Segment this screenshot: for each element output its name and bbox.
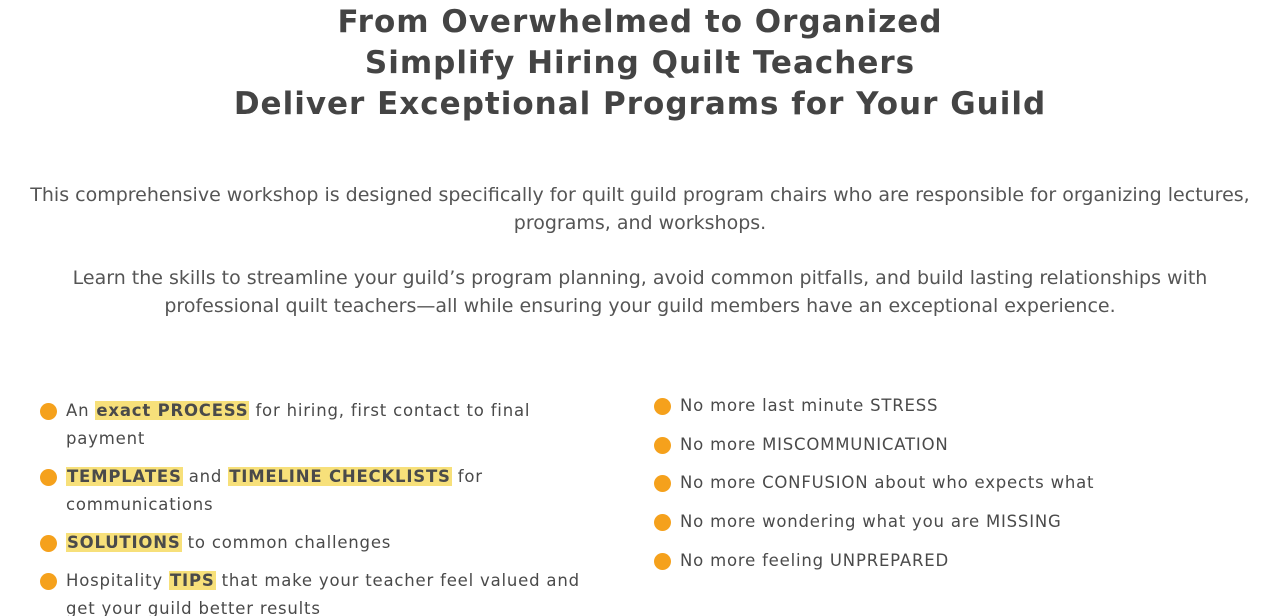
no-more-text: No more CONFUSION about who expects what: [680, 473, 1095, 493]
no-more-text: No more last minute STRESS: [680, 396, 939, 415]
benefit-text: for communications: [66, 467, 483, 514]
benefit-item: [40, 567, 610, 616]
intro-paragraph-2: Learn the skills to streamline your guild’s program planning, avoid common pitfalls, and build lasting relationships with professional quilt teachers—all while ensuring your guild members have an exceptional experience.: [72, 267, 1208, 317]
no-more-list: [654, 392, 1254, 585]
no-more-item: [654, 431, 1254, 459]
benefit-text: An: [66, 401, 96, 420]
no-more-item: [654, 547, 1254, 575]
headline-line-2: Simplify Hiring Quilt Teachers: [364, 45, 916, 81]
bullet-dot-icon: [40, 403, 57, 420]
benefit-text: that make your teacher feel valued and get your guild better results: [66, 571, 580, 616]
benefit-item: [40, 463, 610, 519]
highlighted-text: TIMELINE CHECKLISTS: [229, 467, 451, 486]
page-headline: [0, 2, 1280, 125]
benefit-text: to common challenges: [181, 533, 392, 552]
bullet-dot-icon: [40, 469, 57, 486]
no-more-text: No more wondering what you are MISSING: [680, 512, 1062, 532]
headline-line-3: Deliver Exceptional Programs for Your Guild: [233, 86, 1047, 122]
headline-line-1: From Overwhelmed to Organized: [337, 4, 943, 40]
bullet-dot-icon: [40, 573, 57, 590]
benefits-list: [40, 397, 610, 616]
bullet-dot-icon: [654, 475, 671, 492]
bullet-dot-icon: [654, 437, 671, 454]
benefit-text: for hiring, first contact to final payment: [66, 401, 531, 448]
no-more-item: [654, 469, 1254, 497]
benefit-item: [40, 529, 610, 557]
no-more-item: [654, 392, 1254, 420]
highlighted-text: TEMPLATES: [67, 467, 182, 486]
bullet-dot-icon: [654, 553, 671, 570]
benefit-item: [40, 397, 610, 453]
highlighted-text: SOLUTIONS: [67, 533, 181, 552]
intro-paragraph-1: This comprehensive workshop is designed specifically for quilt guild program chairs who are responsible for organizing lectures, programs, and workshops.: [30, 184, 1250, 234]
highlighted-text: TIPS: [169, 571, 215, 590]
no-more-item: [654, 508, 1254, 536]
highlighted-text: exact PROCESS: [96, 401, 249, 420]
no-more-text: No more feeling UNPREPARED: [680, 550, 949, 570]
no-more-text: No more MISCOMMUNICATION: [680, 434, 949, 454]
bullet-dot-icon: [654, 398, 671, 415]
benefit-text: Hospitality: [66, 571, 169, 590]
benefit-text: and: [182, 467, 229, 486]
bullet-dot-icon: [654, 514, 671, 531]
bullet-dot-icon: [40, 535, 57, 552]
